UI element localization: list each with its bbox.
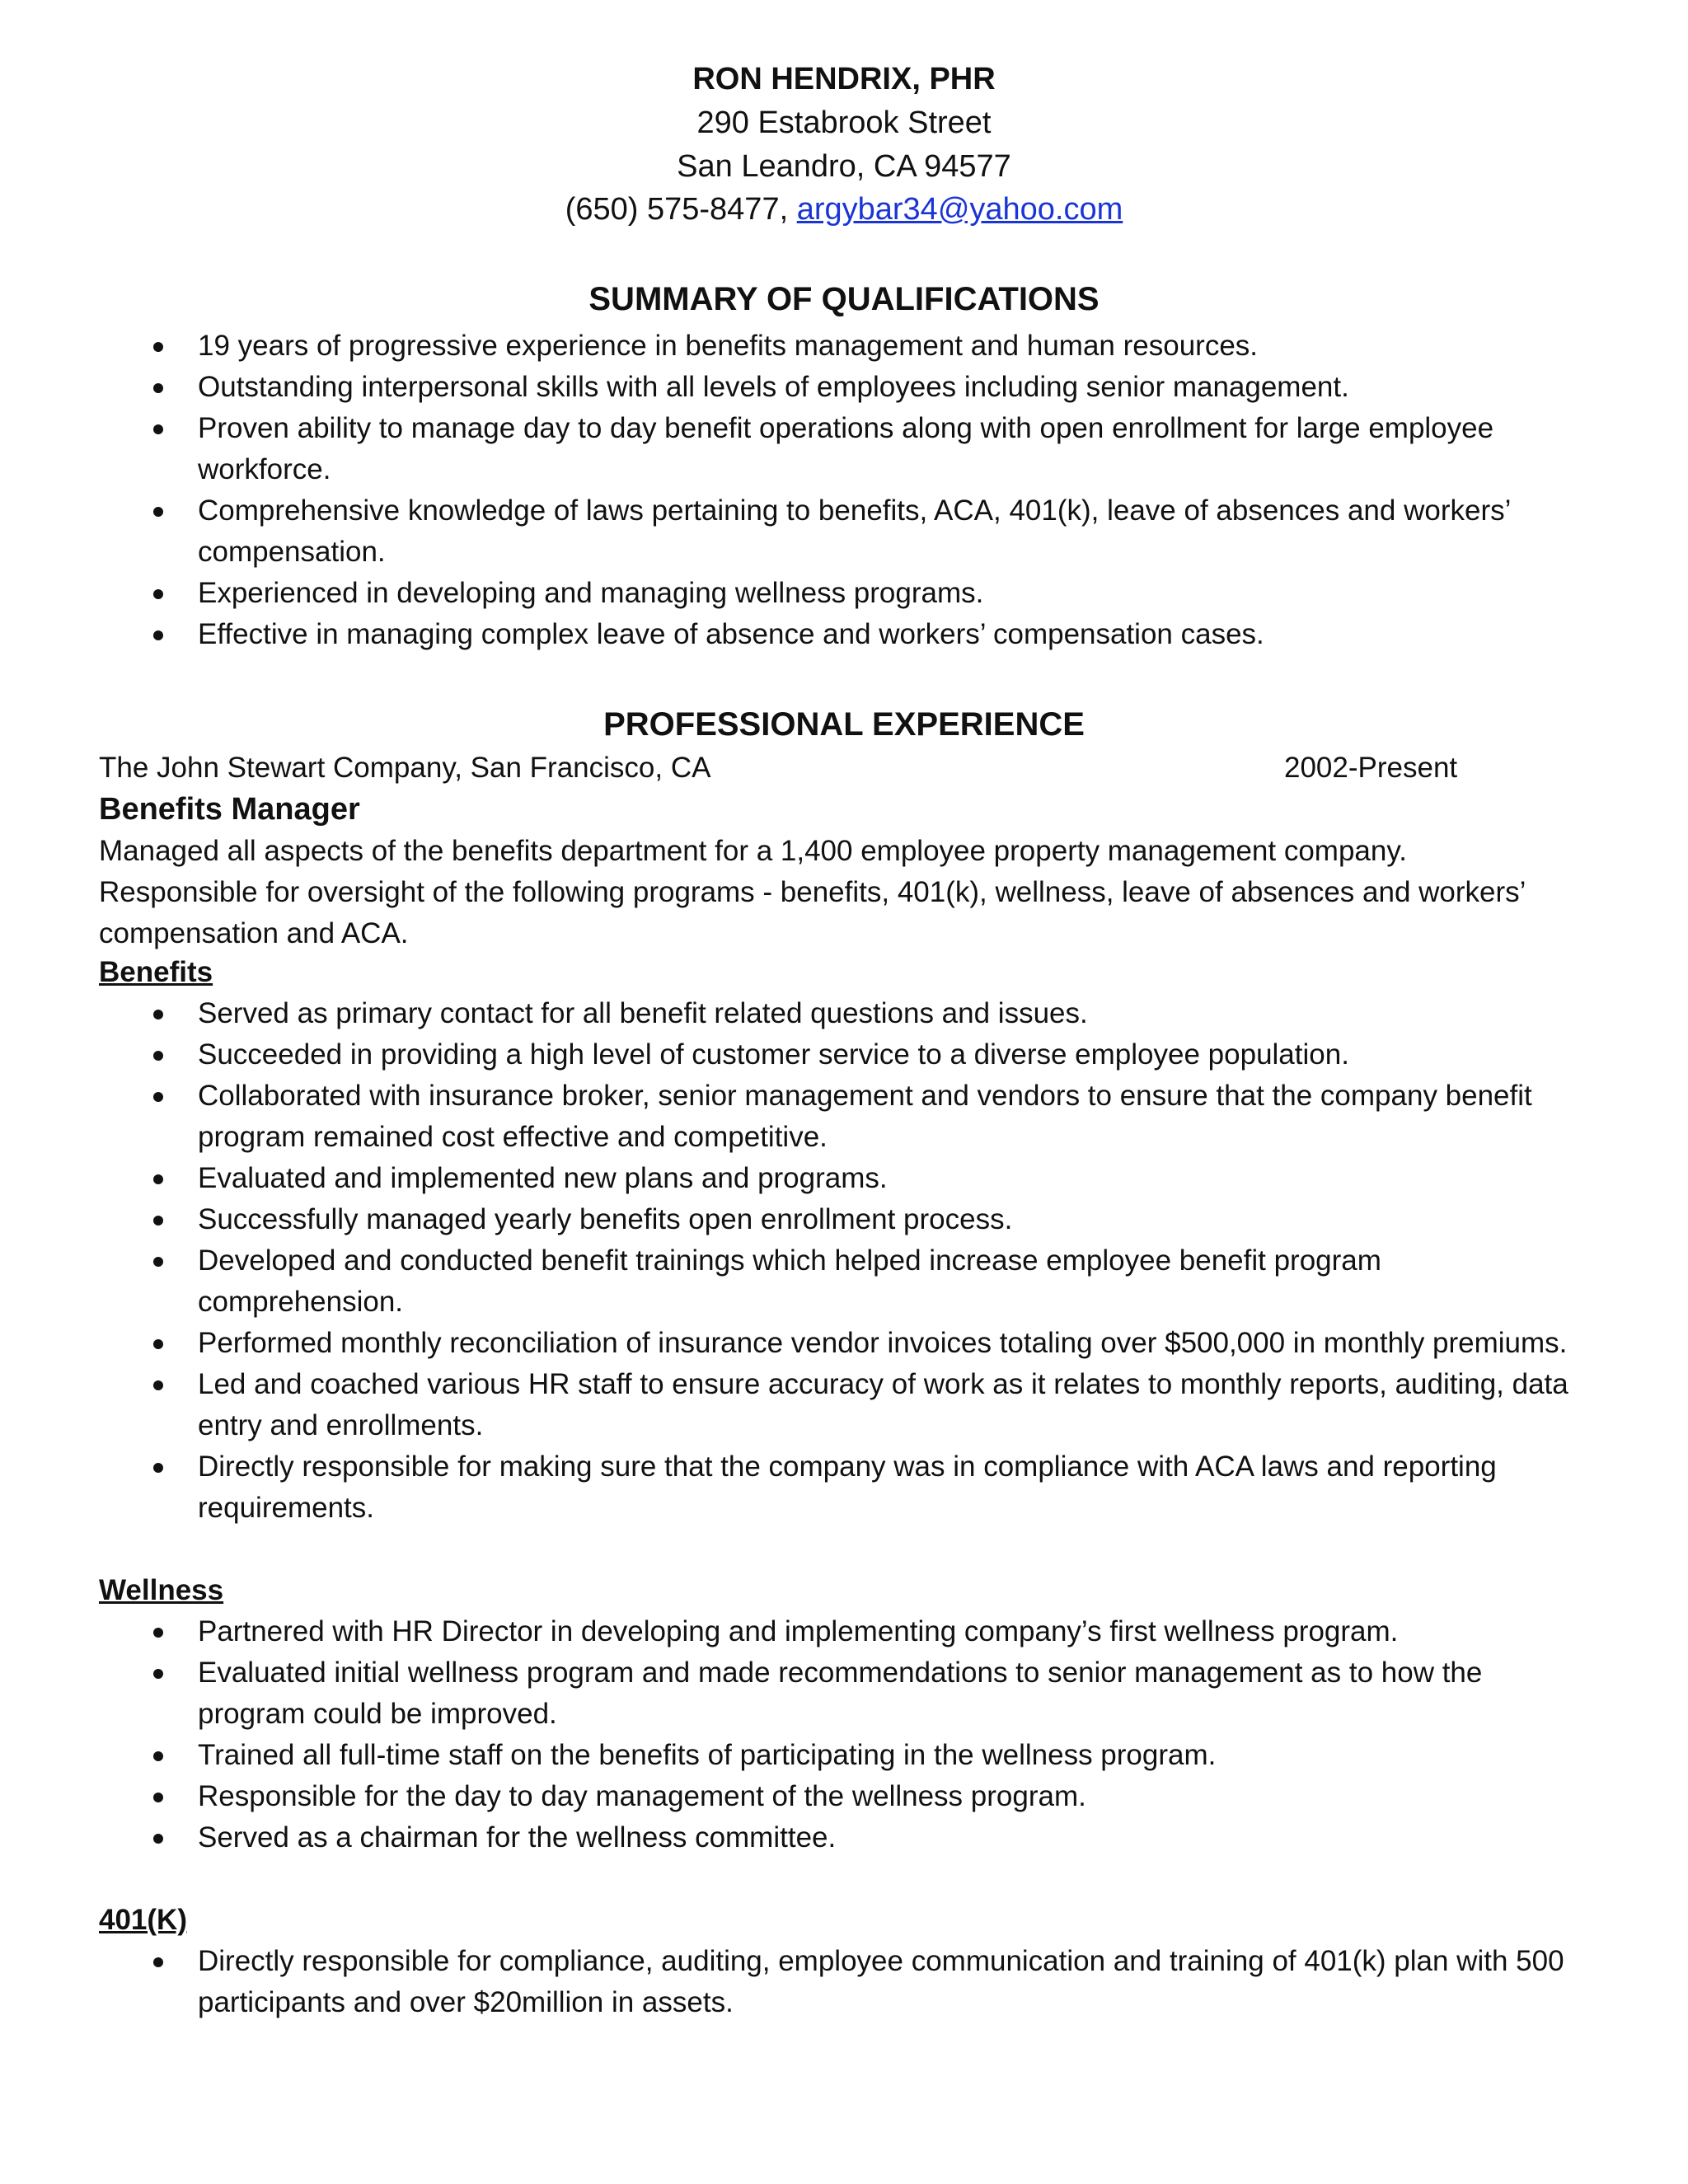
job-title: Benefits Manager: [99, 792, 360, 827]
employment-dates: 2002-Present: [1284, 752, 1458, 784]
wellness-subheading: Wellness: [99, 1574, 224, 1606]
bullet-icon: [153, 1751, 163, 1761]
email-link[interactable]: argybar34@yahoo.com: [796, 192, 1123, 227]
list-item: Responsible for the day to day management of the wellness program.: [0, 1776, 1688, 1817]
wellness-list: [0, 1611, 1688, 1858]
bullet-icon: [153, 1628, 163, 1638]
bullet-icon: [153, 589, 163, 599]
list-item: Partnered with HR Director in developing and implementing company’s first wellness program.: [0, 1611, 1688, 1652]
list-item: Evaluated and implemented new plans and programs.: [0, 1158, 1688, 1199]
candidate-name: RON HENDRIX, PHR: [692, 62, 996, 96]
summary-heading: SUMMARY OF QUALIFICATIONS: [588, 281, 1100, 317]
bullet-icon: [153, 342, 163, 352]
list-item: Developed and conducted benefit trainings which helped increase employee benefit program comprehension.: [0, 1240, 1688, 1323]
bullet-icon: [153, 1216, 163, 1226]
experience-heading: PROFESSIONAL EXPERIENCE: [603, 706, 1085, 743]
benefits-list: [0, 993, 1688, 1529]
bullet-icon: [153, 630, 163, 640]
bullet-icon: [153, 383, 163, 393]
401k-list: [0, 1941, 1688, 2023]
bullet-icon: [153, 1463, 163, 1473]
list-item: Succeeded in providing a high level of customer service to a diverse employee population.: [0, 1034, 1688, 1076]
list-item: Experienced in developing and managing wellness programs.: [0, 573, 1688, 614]
list-item: 19 years of progressive experience in benefits management and human resources.: [0, 326, 1688, 367]
job-description: Managed all aspects of the benefits department for a 1,400 employee property management company. Responsible for oversight of the following programs - benefits, 401(k), wellness, leave of absences and workers’ compensation and ACA.: [99, 835, 1526, 949]
bullet-icon: [153, 1380, 163, 1390]
list-item: Proven ability to manage day to day benefit operations along with open enrollment for large employee workforce.: [0, 408, 1688, 490]
bullet-icon: [153, 1793, 163, 1802]
phone-number: (650) 575-8477,: [565, 192, 789, 227]
address-line-2: San Leandro, CA 94577: [677, 149, 1011, 184]
company-name: The John Stewart Company, San Francisco, CA: [99, 752, 711, 784]
list-item: Evaluated initial wellness program and made recommendations to senior management as to how the program could be improved.: [0, 1652, 1688, 1735]
bullet-icon: [153, 507, 163, 517]
contact-line: [0, 190, 1688, 230]
summary-list: [0, 326, 1688, 655]
401k-subheading: 401(K): [99, 1904, 187, 1936]
list-item: Trained all full-time staff on the benefits of participating in the wellness program.: [0, 1735, 1688, 1776]
list-item: Directly responsible for compliance, auditing, employee communication and training of 401(k) plan with 500 participants and over $20million in assets.: [0, 1941, 1688, 2023]
bullet-icon: [153, 1339, 163, 1349]
list-item: Comprehensive knowledge of laws pertaining to benefits, ACA, 401(k), leave of absences and workers’ compensation.: [0, 490, 1688, 573]
bullet-icon: [153, 424, 163, 434]
list-item: Successfully managed yearly benefits open enrollment process.: [0, 1199, 1688, 1240]
bullet-icon: [153, 1174, 163, 1184]
bullet-icon: [153, 1257, 163, 1267]
bullet-icon: [153, 1834, 163, 1844]
list-item: Collaborated with insurance broker, senior management and vendors to ensure that the company benefit program remained cost effective and competitive.: [0, 1076, 1688, 1158]
address-line-1: 290 Estabrook Street: [696, 105, 992, 140]
list-item: Performed monthly reconciliation of insurance vendor invoices totaling over $500,000 in monthly premiums.: [0, 1323, 1688, 1364]
list-item: Effective in managing complex leave of absence and workers’ compensation cases.: [0, 614, 1688, 655]
list-item: Outstanding interpersonal skills with all levels of employees including senior management.: [0, 367, 1688, 408]
bullet-icon: [153, 1051, 163, 1061]
list-item: Directly responsible for making sure that the company was in compliance with ACA laws and reporting requirements.: [0, 1446, 1688, 1529]
bullet-icon: [153, 1092, 163, 1102]
list-item: Served as a chairman for the wellness committee.: [0, 1817, 1688, 1858]
bullet-icon: [153, 1957, 163, 1967]
benefits-subheading: Benefits: [99, 956, 213, 988]
list-item: Served as primary contact for all benefit related questions and issues.: [0, 993, 1688, 1034]
bullet-icon: [153, 1010, 163, 1019]
list-item: Led and coached various HR staff to ensure accuracy of work as it relates to monthly reports, auditing, data entry and enrollments.: [0, 1364, 1688, 1446]
bullet-icon: [153, 1669, 163, 1679]
